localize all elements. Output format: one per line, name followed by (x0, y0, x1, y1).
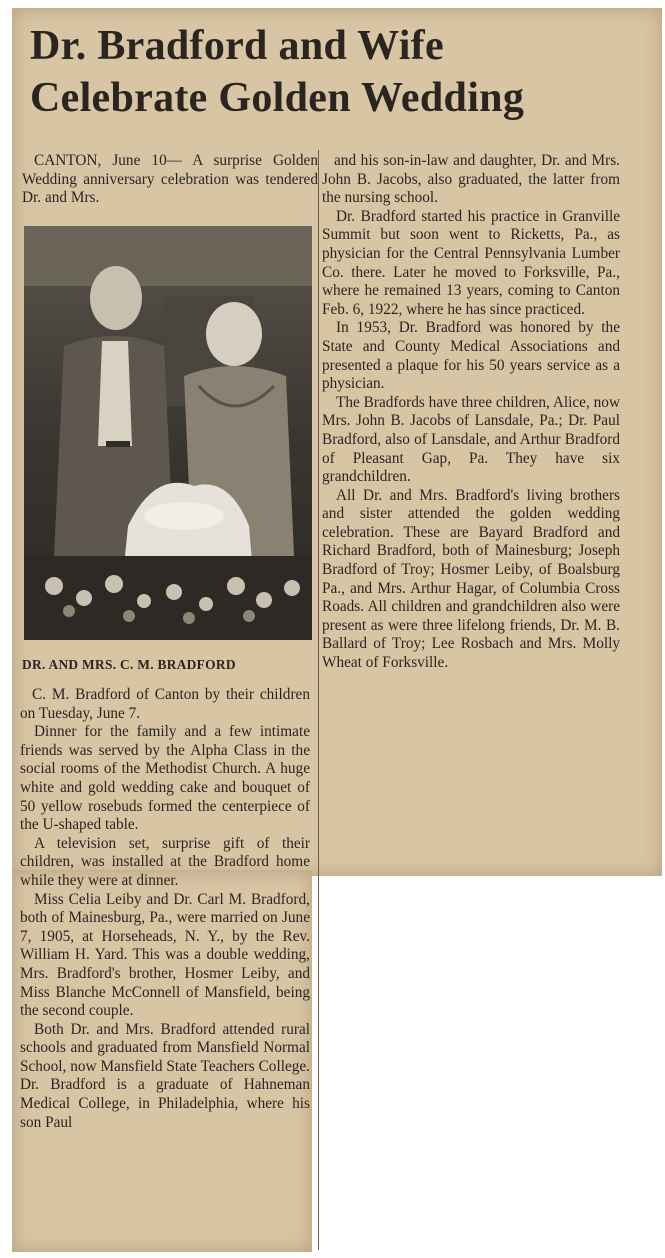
paragraph: and his son-in-law and daughter, Dr. and Mrs. John B. Jacobs, also graduated, the latter from the nursing school. (322, 152, 620, 207)
paragraph: Miss Celia Leiby and Dr. Carl M. Bradford, both of Mainesburg, Pa., were married on June 7, 1905, at Horseheads, N. Y., by the Rev. William H. Yard. This was a double wedding, Mrs. Bradford's brother, Hosmer Leiby, and Miss Blanche McConnell of Mansfield, being the second couple. (20, 890, 310, 1020)
paragraph: CANTON, June 10— A surprise Golden Wedding anniversary celebration was tendered Dr. and Mrs. (22, 152, 318, 207)
left-column-body (20, 686, 310, 1132)
paragraph: Dr. Bradford started his practice in Granville Summit but soon went to Ricketts, Pa., as physician for the Central Pennsylvania Lumber Co. there. Later he moved to Forksville, Pa., where he remained 13 years, coming to Canton Feb. 6, 1922, where he has since practiced. (322, 207, 620, 318)
column-divider (318, 150, 319, 1250)
headline (30, 20, 640, 124)
paragraph: Both Dr. and Mrs. Bradford attended rural schools and graduated from Mansfield Normal School, now Mansfield State Teachers College. Dr. Bradford is a graduate of Hahneman Medical College, in Philadelphia, where his son Paul (20, 1020, 310, 1131)
headline-line-2: Celebrate Golden Wedding (30, 75, 525, 121)
photo-caption: DR. AND MRS. C. M. BRADFORD (22, 657, 236, 672)
paragraph: Dinner for the family and a few intimate friends was served by the Alpha Class in the social rooms of the Methodist Church. A huge white and gold wedding cake and bouquet of 50 yellow rosebuds formed the centerpiece of the U-shaped table. (20, 723, 310, 834)
paragraph: In 1953, Dr. Bradford was honored by the State and County Medical Associations and presented a plaque for his 50 years service as a physician. (322, 319, 620, 393)
right-column (322, 152, 620, 673)
paragraph: The Bradfords have three children, Alice, now Mrs. John B. Jacobs of Lansdale, Pa.; Dr. Paul Bradford, also of Lansdale, and Arthur Bradford of Pleasant Gap, Pa. They have six grandchildren. (322, 393, 620, 486)
paragraph: A television set, surprise gift of their children, was installed at the Bradford home while they were at dinner. (20, 834, 310, 889)
couple-photo (24, 226, 312, 640)
left-column-intro (22, 152, 318, 208)
photo-illustration (24, 226, 312, 640)
paragraph: All Dr. and Mrs. Bradford's living brothers and sister attended the golden wedding celebration. These are Bayard Bradford and Richard Bradford, both of Mainesburg; Joseph Bradford of Troy; Hosmer Leiby, of Boalsburg Pa., and Mrs. Arthur Hagar, of Columbia Cross Roads. All children and grandchildren also were present as were three lifelong friends, Dr. M. B. Ballard of Troy; Lee Rosbach and Mrs. Molly Wheat of Forksville. (322, 486, 620, 672)
headline-line-1: Dr. Bradford and Wife (30, 23, 444, 69)
paragraph: C. M. Bradford of Canton by their children on Tuesday, June 7. (20, 686, 310, 722)
